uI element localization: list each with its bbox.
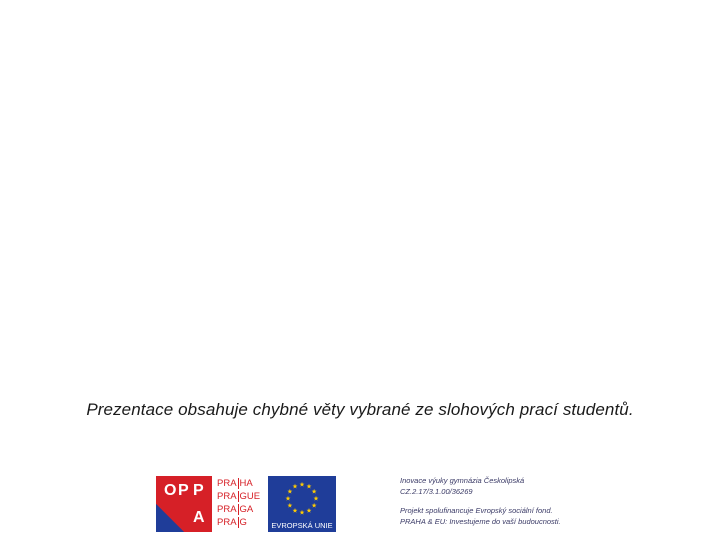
praha-line-2-left: PRA (217, 491, 237, 502)
eu-star (312, 489, 317, 494)
presentation-caption: Prezentace obsahuje chybné věty vybrané ze slohových prací studentů. (86, 400, 634, 419)
eu-star (287, 503, 292, 508)
oppa-logo (156, 476, 212, 532)
eu-star (307, 484, 312, 489)
praha-line-3 (217, 504, 253, 515)
eu-logo (268, 476, 336, 532)
oppa-letter-p2: P (193, 482, 205, 499)
eu-star (314, 496, 319, 501)
eu-label: EVROPSKÁ UNIE (268, 520, 336, 532)
funding-slogan: PRAHA & EU: Investujeme do vaší budoucnosti. (400, 517, 561, 526)
praha-line-1-left: PRA (217, 478, 237, 489)
eu-star (300, 482, 305, 487)
eu-star (307, 508, 312, 513)
praha-line-4 (217, 517, 247, 528)
praha-line-1-right: HA (239, 478, 253, 489)
eu-star (287, 489, 292, 494)
eu-star (286, 496, 291, 501)
praha-line-3-right: GA (239, 504, 254, 515)
eu-stars-icon (268, 476, 336, 521)
eu-star (300, 510, 305, 515)
eu-star (312, 503, 317, 508)
praha-line-2 (217, 491, 260, 502)
project-info (400, 475, 600, 527)
oppa-letter-a: A (193, 509, 206, 526)
praha-line-2-right: GUE (239, 491, 261, 502)
praha-line-4-left: PRA (217, 517, 237, 528)
eu-star (293, 508, 298, 513)
oppa-letter-p1: P (178, 482, 190, 499)
project-title: Inovace výuky gymnázia Českolipská (400, 476, 525, 485)
praha-line-3-left: PRA (217, 504, 237, 515)
funding-note: Projekt spolufinancuje Evropský sociální fond. (400, 506, 553, 515)
project-code: CZ.2.17/3.1.00/36269 (400, 487, 473, 496)
eu-flag (268, 476, 336, 521)
eu-star (293, 484, 298, 489)
praha-line-1 (217, 478, 253, 489)
oppa-letter-o: O (164, 482, 178, 499)
praha-wordmark (217, 476, 261, 532)
praha-line-4-right: G (239, 517, 247, 528)
